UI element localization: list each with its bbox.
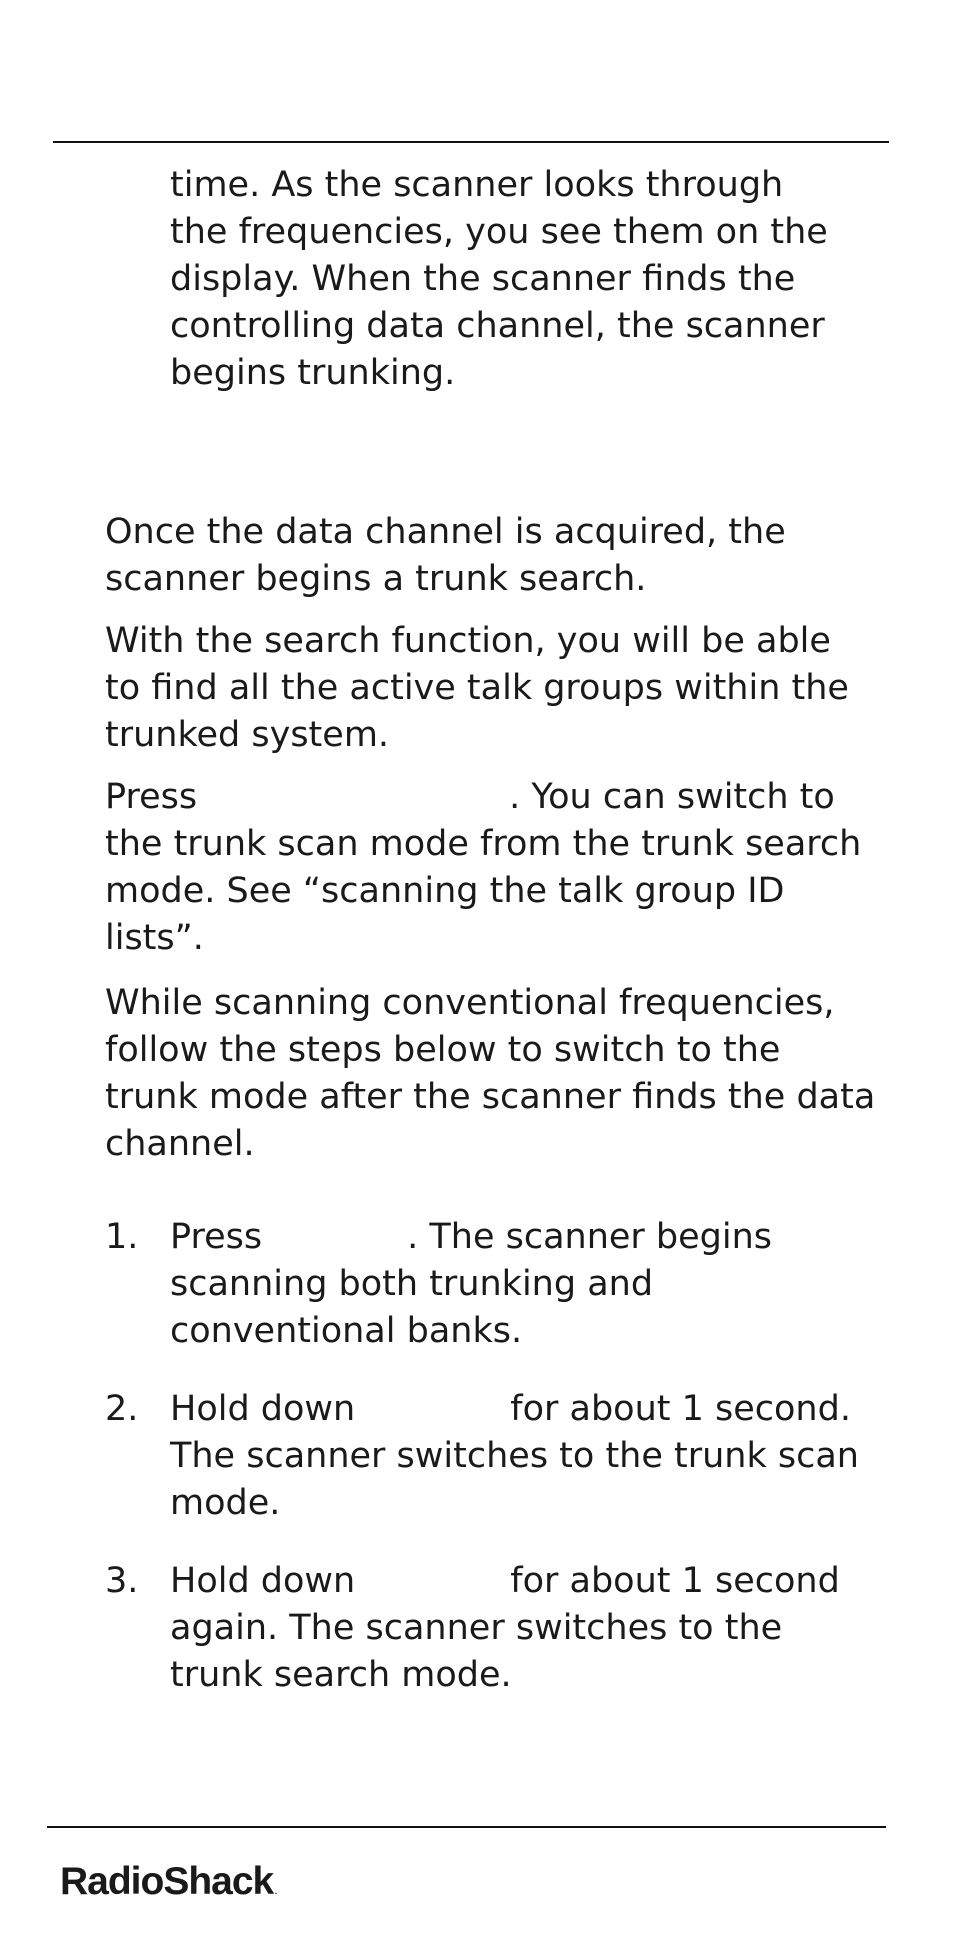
data-channel-paragraph [105, 509, 786, 603]
text-line [170, 1214, 772, 1261]
continued-paragraph [170, 162, 828, 397]
text-line: mode. See “scanning the talk group ID [105, 871, 785, 911]
text-line: With the search function, you will be able [105, 621, 831, 661]
text-line: lists”. [105, 918, 204, 958]
step-number: 1. [105, 1217, 139, 1257]
text-line: to find all the active talk groups within the [105, 668, 849, 708]
brand-mark: . [274, 1883, 277, 1897]
search-function-paragraph [105, 618, 849, 759]
text-line: The scanner switches to the trunk scan [170, 1436, 859, 1476]
brand-name: RadioShack [60, 1860, 274, 1903]
step-number: 3. [105, 1561, 139, 1601]
footer-divider [47, 1826, 886, 1828]
text-line: scanning both trunking and [170, 1264, 654, 1304]
text-fragment: . The scanner begins [407, 1217, 773, 1257]
text-fragment: Hold down [170, 1389, 356, 1429]
step-text [170, 1214, 772, 1355]
step-number: 2. [105, 1389, 139, 1429]
text-line: trunked system. [105, 715, 390, 755]
text-fragment: Press [170, 1217, 263, 1257]
press-paragraph [105, 774, 861, 962]
header-divider [53, 141, 889, 143]
text-fragment: . You can switch to [509, 777, 835, 817]
text-line: begins trunking. [170, 353, 456, 393]
text-line: Once the data channel is acquired, the [105, 512, 786, 552]
text-line: time. As the scanner looks through [170, 165, 784, 205]
text-line: the frequencies, you see them on the [170, 212, 828, 252]
text-line: follow the steps below to switch to the [105, 1030, 781, 1070]
radioshack-logo [60, 1860, 277, 1904]
text-line: scanner begins a trunk search. [105, 559, 647, 599]
text-line [105, 774, 861, 821]
text-line: conventional banks. [170, 1311, 523, 1351]
text-line: controlling data channel, the scanner [170, 306, 825, 346]
text-line: channel. [105, 1124, 255, 1164]
conventional-paragraph [105, 980, 875, 1168]
text-fragment: Hold down [170, 1561, 356, 1601]
step-text [170, 1558, 840, 1699]
text-line: the trunk scan mode from the trunk search [105, 824, 862, 864]
text-line: mode. [170, 1483, 281, 1523]
text-line [170, 1386, 859, 1433]
press-word: Press [105, 777, 198, 817]
text-line: trunk search mode. [170, 1655, 512, 1695]
text-line: trunk mode after the scanner finds the data [105, 1077, 876, 1117]
text-line: While scanning conventional frequencies, [105, 983, 835, 1023]
text-line: again. The scanner switches to the [170, 1608, 783, 1648]
text-fragment: for about 1 second [510, 1561, 840, 1601]
text-line: display. When the scanner finds the [170, 259, 796, 299]
text-fragment: for about 1 second. [510, 1389, 851, 1429]
text-line [170, 1558, 840, 1605]
step-text [170, 1386, 859, 1527]
